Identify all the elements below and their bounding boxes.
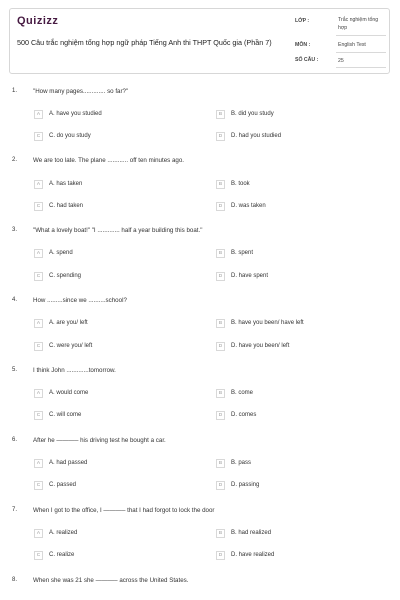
option-d[interactable] — [216, 201, 266, 211]
option-letter-box: B — [216, 389, 225, 398]
option-a[interactable] — [34, 528, 77, 538]
option-text: D. passing — [231, 482, 260, 488]
question-number: 3. — [12, 227, 18, 233]
option-letter-box: C — [34, 342, 43, 351]
question-number: 4. — [12, 297, 18, 303]
option-a[interactable] — [34, 458, 87, 468]
option-a[interactable] — [34, 109, 102, 119]
option-c[interactable] — [34, 271, 81, 281]
option-letter-box: D — [216, 411, 225, 420]
option-a[interactable] — [34, 248, 73, 258]
option-text: A. have you studied — [49, 111, 102, 117]
option-text: A. has taken — [49, 181, 83, 187]
option-letter-box: C — [34, 411, 43, 420]
option-text: A. realized — [49, 530, 78, 536]
question-number: 7. — [12, 507, 18, 513]
option-c[interactable] — [34, 131, 91, 141]
option-c[interactable] — [34, 341, 92, 351]
option-text: A. spend — [49, 250, 73, 256]
option-letter-box: A — [34, 180, 43, 189]
option-text: B. did you study — [231, 111, 274, 117]
option-letter-box: D — [216, 481, 225, 490]
option-text: D. was taken — [231, 203, 266, 209]
option-letter-box: C — [34, 481, 43, 490]
subject-label: MÔN : — [295, 42, 311, 48]
option-b[interactable] — [216, 458, 251, 468]
option-text: B. took — [231, 181, 250, 187]
option-a[interactable] — [34, 179, 82, 189]
question-number: 5. — [12, 367, 18, 373]
option-a[interactable] — [34, 318, 88, 328]
class-value: Trắc nghiệm tổng hợp — [338, 17, 379, 31]
option-d[interactable] — [216, 131, 281, 141]
option-text: C. passed — [49, 482, 77, 488]
question-text: "How many pages............. so far?" — [33, 88, 129, 95]
question-text: We are too late. The plane ............ off ten minutes ago. — [33, 157, 184, 164]
option-c[interactable] — [34, 550, 74, 560]
option-letter-box: A — [34, 249, 43, 258]
count-value: 25 — [338, 58, 344, 64]
option-text: C. realize — [49, 552, 75, 558]
option-letter-box: B — [216, 110, 225, 119]
option-d[interactable] — [216, 550, 274, 560]
option-b[interactable] — [216, 318, 304, 328]
option-text: C. spending — [49, 273, 82, 279]
option-letter-box: A — [34, 529, 43, 538]
option-letter-box: C — [34, 551, 43, 560]
option-text: B. have you been/ have left — [231, 320, 304, 326]
option-letter-box: B — [216, 529, 225, 538]
option-letter-box: D — [216, 551, 225, 560]
worksheet-header — [9, 8, 390, 74]
option-text: D. had you studied — [231, 133, 282, 139]
option-text: C. were you/ left — [49, 343, 93, 349]
option-text: B. had realized — [231, 530, 272, 536]
option-letter-box: D — [216, 132, 225, 141]
option-b[interactable] — [216, 179, 250, 189]
question-number: 1. — [12, 88, 18, 94]
option-letter-box: A — [34, 110, 43, 119]
question-text: How .........since we ..........school? — [33, 297, 127, 304]
option-c[interactable] — [34, 410, 81, 420]
option-b[interactable] — [216, 388, 253, 398]
option-letter-box: B — [216, 319, 225, 328]
option-text: C. do you study — [49, 133, 91, 139]
quizizz-logo: Quizizz — [17, 15, 59, 27]
question-text: After he ———– his driving test he bought a car. — [33, 437, 166, 444]
count-label: SỐ CÂU : — [295, 57, 319, 63]
count-divider — [336, 67, 386, 68]
option-letter-box: D — [216, 342, 225, 351]
option-text: B. come — [231, 390, 254, 396]
subject-value: English Test — [338, 42, 366, 48]
option-text: D. have you been/ left — [231, 343, 290, 349]
option-letter-box: C — [34, 202, 43, 211]
class-divider — [336, 35, 386, 36]
option-b[interactable] — [216, 109, 274, 119]
option-c[interactable] — [34, 480, 76, 490]
option-letter-box: C — [34, 132, 43, 141]
option-text: C. had taken — [49, 203, 84, 209]
class-label: LỚP : — [295, 18, 310, 24]
worksheet-title: 500 Câu trắc nghiệm tổng hợp ngữ pháp Tiếng Anh thi THPT Quốc gia (Phần 7) — [17, 38, 272, 47]
question-text: "What a lovely boat!" "I ............. half a year building this boat." — [33, 227, 203, 234]
option-letter-box: D — [216, 202, 225, 211]
subject-divider — [336, 52, 386, 53]
question-number: 8. — [12, 577, 18, 583]
option-b[interactable] — [216, 528, 271, 538]
option-text: D. have realized — [231, 552, 275, 558]
option-text: A. are you/ left — [49, 320, 88, 326]
option-d[interactable] — [216, 271, 268, 281]
option-letter-box: B — [216, 249, 225, 258]
option-d[interactable] — [216, 341, 289, 351]
option-text: C. will come — [49, 412, 82, 418]
option-text: B. spent — [231, 250, 254, 256]
option-a[interactable] — [34, 388, 88, 398]
option-letter-box: B — [216, 459, 225, 468]
option-letter-box: A — [34, 389, 43, 398]
option-d[interactable] — [216, 480, 259, 490]
question-number: 2. — [12, 157, 18, 163]
question-text: When she was 21 she ———– across the United States. — [33, 577, 189, 584]
option-text: B. pass — [231, 460, 252, 466]
option-letter-box: A — [34, 319, 43, 328]
option-text: A. would come — [49, 390, 89, 396]
question-number: 6. — [12, 437, 18, 443]
question-text: When I got to the office, I ———– that I had forgot to lock the door — [33, 507, 215, 514]
option-c[interactable] — [34, 201, 83, 211]
option-letter-box: D — [216, 272, 225, 281]
option-d[interactable] — [216, 410, 256, 420]
option-letter-box: A — [34, 459, 43, 468]
option-text: A. had passed — [49, 460, 88, 466]
option-b[interactable] — [216, 248, 253, 258]
option-letter-box: B — [216, 180, 225, 189]
option-text: D. comes — [231, 412, 257, 418]
question-text: I think John .............tomorrow. — [33, 367, 116, 374]
option-text: D. have spent — [231, 273, 269, 279]
option-letter-box: C — [34, 272, 43, 281]
